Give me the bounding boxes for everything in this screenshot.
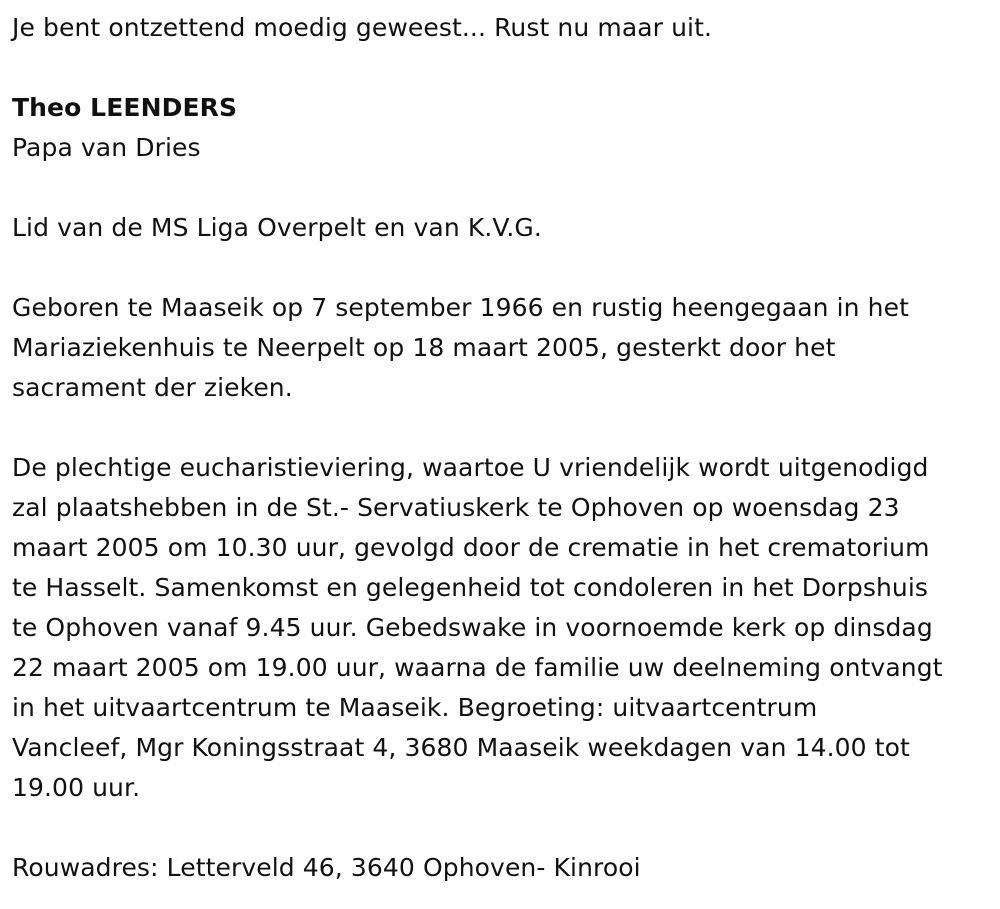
intro-line: Je bent ontzettend moedig geweest... Rust nu maar uit. <box>12 13 713 42</box>
ceremony-line: in het uitvaartcentrum te Maaseik. Begroeting: uitvaartcentrum <box>12 693 818 722</box>
ceremony-line: te Hasselt. Samenkomst en gelegenheid tot condoleren in het Dorpshuis <box>12 573 929 602</box>
birth-line: Mariaziekenhuis te Neerpelt op 18 maart 2005, gesterkt door het <box>12 333 836 362</box>
spacer <box>12 168 992 208</box>
ceremony-line: 22 maart 2005 om 19.00 uur, waarna de familie uw deelneming ontvangt <box>12 653 943 682</box>
ceremony-line: te Ophoven vanaf 9.45 uur. Gebedswake in voornoemde kerk op dinsdag <box>12 613 933 642</box>
mourning-address: Rouwadres: Letterveld 46, 3640 Ophoven- Kinrooi <box>12 853 641 882</box>
relation-line: Papa van Dries <box>12 133 201 162</box>
spacer <box>12 408 992 448</box>
ceremony-line: 19.00 uur. <box>12 773 141 802</box>
spacer <box>12 808 992 848</box>
ceremony-line: zal plaatshebben in de St.- Servatiuskerk te Ophoven op woensdag 23 <box>12 493 900 522</box>
membership-line: Lid van de MS Liga Overpelt en van K.V.G. <box>12 213 542 242</box>
obituary-notice <box>12 8 992 888</box>
ceremony-paragraph <box>12 448 992 808</box>
deceased-name: Theo LEENDERS <box>12 93 238 122</box>
ceremony-line: maart 2005 om 10.30 uur, gevolgd door de crematie in het crematorium <box>12 533 930 562</box>
birth-paragraph <box>12 288 992 408</box>
ceremony-line: Vancleef, Mgr Koningsstraat 4, 3680 Maaseik weekdagen van 14.00 tot <box>12 733 910 762</box>
birth-line: sacrament der zieken. <box>12 373 293 402</box>
birth-line: Geboren te Maaseik op 7 september 1966 en rustig heengegaan in het <box>12 293 910 322</box>
ceremony-line: De plechtige eucharistieviering, waartoe U vriendelijk wordt uitgenodigd <box>12 453 929 482</box>
spacer <box>12 248 992 288</box>
spacer <box>12 48 992 88</box>
